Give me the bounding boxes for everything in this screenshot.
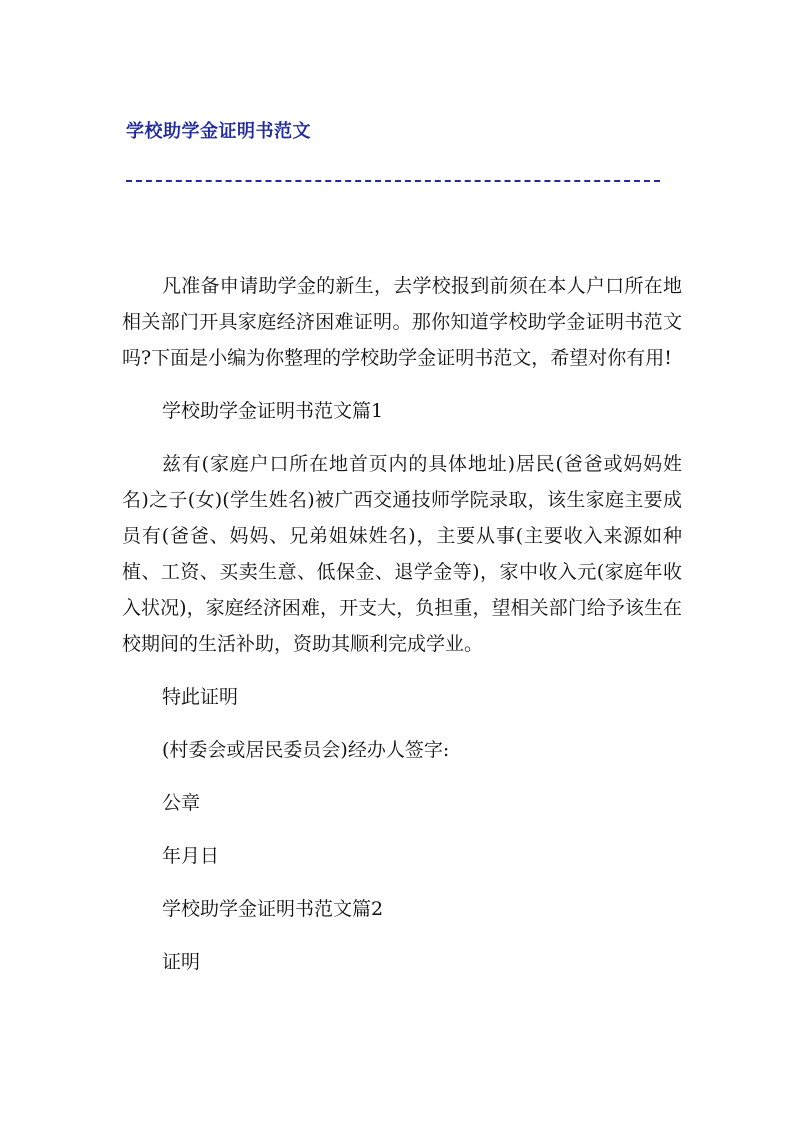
certify-line: 特此证明	[162, 686, 239, 708]
title-divider	[126, 180, 660, 182]
intro-paragraph: 凡准备申请助学金的新生，去学校报到前须在本人户口所在地相关部门开具家庭经济困难证明。那你知道学校助学金证明书范文吗?下面是小编为你整理的学校助学金证明书范文，希望对你有用!	[122, 275, 682, 369]
section2-title: 证明	[162, 951, 201, 973]
document-body	[122, 268, 682, 997]
signature-line: (村委会或居民委员会)经办人签字:	[162, 739, 450, 761]
section2-heading: 学校助学金证明书范文篇2	[162, 898, 384, 920]
document-title: 学校助学金证明书范文	[126, 121, 311, 142]
seal-line: 公章	[162, 792, 201, 814]
date-line: 年月日	[162, 845, 220, 867]
section1-heading: 学校助学金证明书范文篇1	[162, 400, 384, 422]
section1-body: 兹有(家庭户口所在地首页内的具体地址)居民(爸爸或妈妈姓名)之子(女)(学生姓名)被广西交通技师学院录取，该生家庭主要成员有(爸爸、妈妈、兄弟姐妹姓名)，主要从事(主要收入来源如种植、工资、买卖生意、低保金、退学金等)，家中收入元(家庭年收入状况)，家庭经济困难，开支大，负担重，望相关部门给予该生在校期间的生活补助，资助其顺利完成学业。	[122, 453, 682, 655]
